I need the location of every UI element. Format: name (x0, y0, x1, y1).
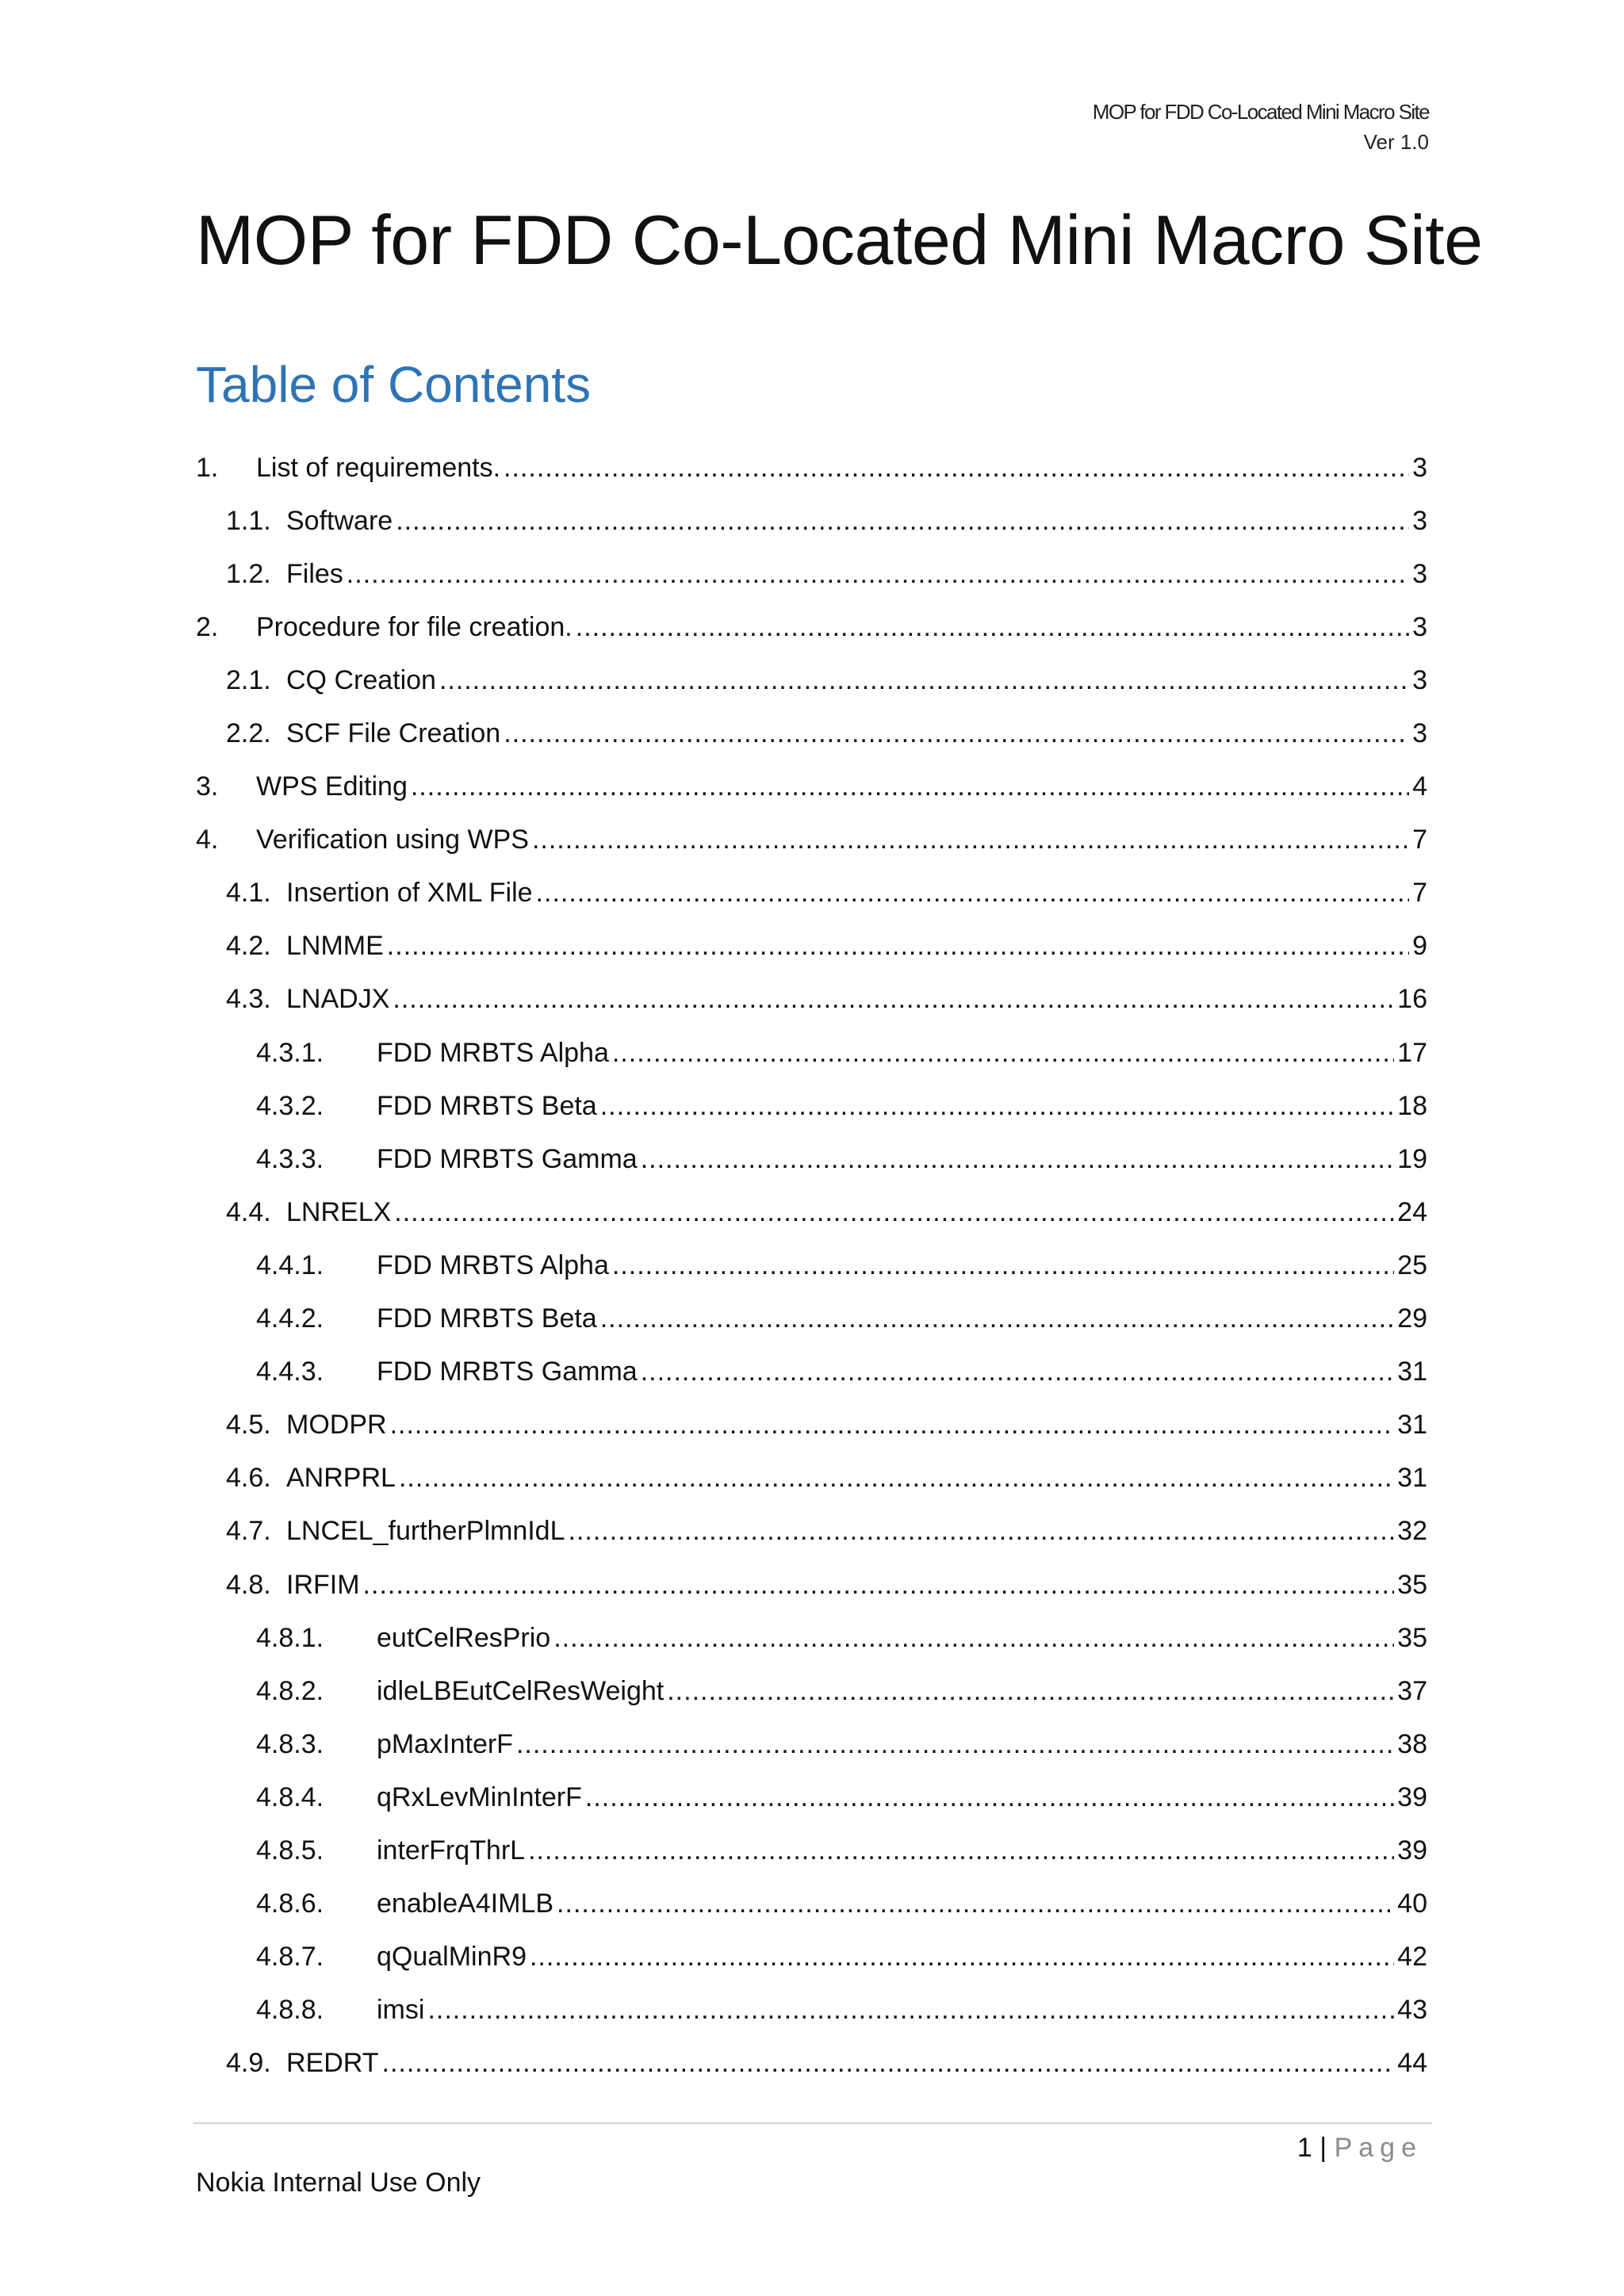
toc-entry-number: 4.8.5. (256, 1835, 324, 1866)
toc-entry[interactable] (196, 706, 1427, 760)
toc-entry-number: 4.5. (226, 1410, 271, 1441)
toc-entry[interactable] (196, 1877, 1427, 1931)
header-doc-title: MOP for FDD Co-Located Mini Macro Site (1092, 100, 1429, 124)
toc-entry[interactable] (196, 494, 1427, 547)
toc-entry[interactable] (196, 973, 1427, 1026)
toc-entry-title: WPS Editing (256, 771, 408, 802)
toc-entry-page: 31 (1397, 1463, 1427, 1494)
toc-entry-title: LNCEL_furtherPlmnIdL (286, 1516, 565, 1547)
toc-entry-number: 4.8.3. (256, 1728, 324, 1759)
toc-entry-page: 39 (1397, 1835, 1427, 1866)
toc-dot-leader (641, 1143, 1394, 1175)
toc-entry[interactable] (196, 1558, 1427, 1611)
toc-entry-page: 35 (1397, 1569, 1427, 1600)
toc-entry[interactable] (196, 920, 1427, 973)
toc-dot-leader (390, 1409, 1395, 1441)
toc-entry[interactable] (196, 1079, 1427, 1132)
toc-entry-number: 4.3. (226, 984, 271, 1015)
toc-entry-number: 1.1. (226, 505, 271, 536)
toc-entry[interactable] (196, 1185, 1427, 1238)
toc-entry-title: idleLBEutCelResWeight (377, 1675, 665, 1706)
toc-entry-number: 4.3.2. (256, 1090, 324, 1121)
toc-entry[interactable] (196, 1611, 1427, 1664)
toc-entry-title: FDD MRBTS Alpha (377, 1037, 609, 1068)
toc-entry-number: 4.8.8. (256, 1995, 324, 2026)
toc-dot-leader (439, 664, 1409, 696)
toc-entry-number: 1. (196, 452, 219, 483)
toc-entry-page: 40 (1397, 1888, 1427, 1919)
toc-entry-page: 37 (1397, 1675, 1427, 1706)
toc-entry[interactable] (196, 653, 1427, 706)
classification-footer: Nokia Internal Use Only (196, 2168, 481, 2198)
toc-entry-number: 4.8.4. (256, 1781, 324, 1812)
toc-entry-number: 4.8.7. (256, 1942, 324, 1973)
toc-entry[interactable] (196, 1132, 1427, 1185)
toc-entry-title: IRFIM (286, 1569, 360, 1600)
toc-entry-page: 3 (1412, 452, 1427, 483)
running-header (1093, 97, 1429, 157)
toc-entry-title: List of requirements. (256, 452, 501, 483)
toc-entry-page: 38 (1397, 1728, 1427, 1759)
toc-entry-number: 3. (196, 771, 219, 802)
toc-entry[interactable] (196, 1505, 1427, 1558)
toc-entry-number: 4.8. (226, 1569, 271, 1600)
toc-entry-title: REDRT (286, 2048, 379, 2079)
toc-entry-page: 3 (1412, 611, 1427, 642)
toc-dot-leader (576, 611, 1409, 643)
toc-entry-page: 31 (1397, 1410, 1427, 1441)
toc-entry-title: Files (286, 558, 343, 589)
toc-entry-number: 4.8.1. (256, 1622, 324, 1653)
toc-entry-number: 1.2. (226, 558, 271, 589)
toc-entry[interactable] (196, 867, 1427, 920)
table-of-contents (196, 441, 1427, 2090)
toc-entry-page: 44 (1397, 2048, 1427, 2079)
toc-entry-title: FDD MRBTS Alpha (377, 1249, 609, 1280)
toc-dot-leader (382, 2047, 1395, 2079)
toc-entry-title: Insertion of XML File (286, 878, 533, 909)
toc-entry[interactable] (196, 1664, 1427, 1717)
toc-entry-page: 39 (1397, 1781, 1427, 1812)
toc-entry-page: 18 (1397, 1090, 1427, 1121)
toc-entry-number: 4.6. (226, 1463, 271, 1494)
toc-entry-title: enableA4IMLB (377, 1888, 554, 1919)
toc-entry[interactable] (196, 1292, 1427, 1345)
toc-dot-leader (363, 1569, 1395, 1601)
toc-entry[interactable] (196, 1931, 1427, 1984)
toc-entry-title: FDD MRBTS Beta (377, 1090, 597, 1121)
toc-dot-leader (394, 1196, 1394, 1228)
toc-dot-leader (516, 1728, 1394, 1760)
toc-entry[interactable] (196, 1770, 1427, 1823)
toc-entry-title: FDD MRBTS Gamma (377, 1357, 638, 1387)
toc-entry-title: qQualMinR9 (377, 1942, 527, 1973)
toc-entry[interactable] (196, 1823, 1427, 1877)
toc-entry[interactable] (196, 1238, 1427, 1292)
toc-dot-leader (504, 452, 1409, 484)
toc-entry-number: 4. (196, 825, 219, 855)
toc-entry[interactable] (196, 1345, 1427, 1399)
page-word: Page (1334, 2133, 1423, 2163)
page-number (1297, 2132, 1423, 2164)
toc-entry-page: 3 (1412, 505, 1427, 536)
toc-entry-title: Procedure for file creation. (256, 611, 573, 642)
toc-entry[interactable] (196, 600, 1427, 653)
toc-dot-leader (347, 558, 1409, 590)
toc-entry-title: SCF File Creation (286, 718, 501, 749)
toc-entry-page: 16 (1397, 984, 1427, 1015)
toc-entry-title: ANRPRL (286, 1463, 396, 1494)
toc-entry[interactable] (196, 2037, 1427, 2090)
toc-entry-page: 3 (1412, 664, 1427, 695)
toc-entry-page: 31 (1397, 1357, 1427, 1387)
toc-entry[interactable] (196, 1717, 1427, 1770)
toc-dot-leader (667, 1675, 1394, 1707)
toc-entry[interactable] (196, 547, 1427, 600)
toc-dot-leader (530, 1941, 1394, 1973)
toc-entry-page: 43 (1397, 1995, 1427, 2026)
toc-entry-page: 3 (1412, 718, 1427, 749)
toc-entry-page: 29 (1397, 1303, 1427, 1334)
toc-entry[interactable] (196, 441, 1427, 494)
toc-entry-title: CQ Creation (286, 664, 436, 695)
toc-dot-leader (427, 1994, 1394, 2026)
toc-entry-page: 42 (1397, 1942, 1427, 1973)
toc-dot-leader (600, 1090, 1394, 1122)
toc-entry-page: 17 (1397, 1037, 1427, 1068)
toc-entry-number: 4.9. (226, 2048, 271, 2079)
toc-entry-number: 4.3.1. (256, 1037, 324, 1068)
toc-dot-leader (569, 1515, 1395, 1547)
toc-entry-title: MODPR (286, 1410, 387, 1441)
toc-entry-title: Software (286, 505, 393, 536)
toc-entry-number: 4.4.2. (256, 1303, 324, 1334)
toc-entry-title: LNMME (286, 931, 384, 962)
toc-dot-leader (557, 1888, 1394, 1919)
toc-dot-leader (641, 1356, 1394, 1387)
toc-entry-title: FDD MRBTS Beta (377, 1303, 597, 1334)
document-title: MOP for FDD Co-Located Mini Macro Site (196, 201, 1483, 279)
toc-dot-leader (393, 983, 1394, 1015)
toc-dot-leader (553, 1622, 1394, 1654)
toc-entry-page: 32 (1397, 1516, 1427, 1547)
toc-dot-leader (399, 1462, 1394, 1494)
toc-entry-title: LNRELX (286, 1196, 392, 1227)
toc-entry[interactable] (196, 1984, 1427, 2037)
toc-entry-title: pMaxInterF (377, 1728, 513, 1759)
toc-entry-title: imsi (377, 1995, 425, 2026)
toc-entry-title: qRxLevMinInterF (377, 1781, 582, 1812)
toc-entry-number: 4.8.2. (256, 1675, 324, 1706)
toc-entry-page: 3 (1412, 558, 1427, 589)
toc-entry-title: Verification using WPS (256, 825, 529, 855)
page-number-separator: | (1320, 2133, 1327, 2163)
toc-dot-leader (396, 505, 1409, 537)
toc-entry-number: 4.1. (226, 878, 271, 909)
toc-dot-leader (387, 930, 1409, 962)
toc-dot-leader (504, 718, 1409, 749)
toc-entry-number: 4.3.3. (256, 1143, 324, 1174)
toc-entry-number: 4.4.1. (256, 1249, 324, 1280)
page-number-value: 1 (1297, 2133, 1312, 2163)
toc-heading: Table of Contents (196, 356, 592, 413)
toc-entry-title: LNADJX (286, 984, 390, 1015)
toc-entry[interactable] (196, 813, 1427, 867)
toc-entry-number: 4.4.3. (256, 1357, 324, 1387)
toc-entry-page: 25 (1397, 1249, 1427, 1280)
toc-entry-page: 7 (1412, 825, 1427, 855)
toc-entry-number: 4.2. (226, 931, 271, 962)
toc-entry-number: 2.2. (226, 718, 271, 749)
toc-entry-page: 24 (1397, 1196, 1427, 1227)
toc-dot-leader (536, 877, 1410, 909)
toc-entry-title: FDD MRBTS Gamma (377, 1143, 638, 1174)
toc-entry-title: eutCelResPrio (377, 1622, 551, 1653)
toc-entry-number: 4.8.6. (256, 1888, 324, 1919)
toc-entry[interactable] (196, 1026, 1427, 1079)
toc-entry-number: 2.1. (226, 664, 271, 695)
toc-entry[interactable] (196, 760, 1427, 813)
toc-dot-leader (532, 824, 1409, 855)
toc-entry-title: interFrqThrL (377, 1835, 526, 1866)
toc-dot-leader (585, 1781, 1394, 1813)
toc-entry-number: 2. (196, 611, 219, 642)
toc-entry-page: 7 (1412, 878, 1427, 909)
header-version: Ver 1.0 (1363, 130, 1429, 154)
toc-entry-page: 35 (1397, 1622, 1427, 1653)
toc-dot-leader (411, 771, 1409, 802)
toc-entry-number: 4.4. (226, 1196, 271, 1227)
toc-entry-number: 4.7. (226, 1516, 271, 1547)
toc-entry-page: 19 (1397, 1143, 1427, 1174)
toc-dot-leader (612, 1249, 1394, 1281)
toc-entry-page: 4 (1412, 771, 1427, 802)
toc-dot-leader (600, 1303, 1394, 1334)
toc-dot-leader (612, 1037, 1394, 1069)
toc-entry[interactable] (196, 1452, 1427, 1505)
toc-dot-leader (528, 1835, 1394, 1866)
footer-divider (193, 2122, 1432, 2124)
toc-entry-page: 9 (1412, 931, 1427, 962)
toc-entry[interactable] (196, 1399, 1427, 1452)
